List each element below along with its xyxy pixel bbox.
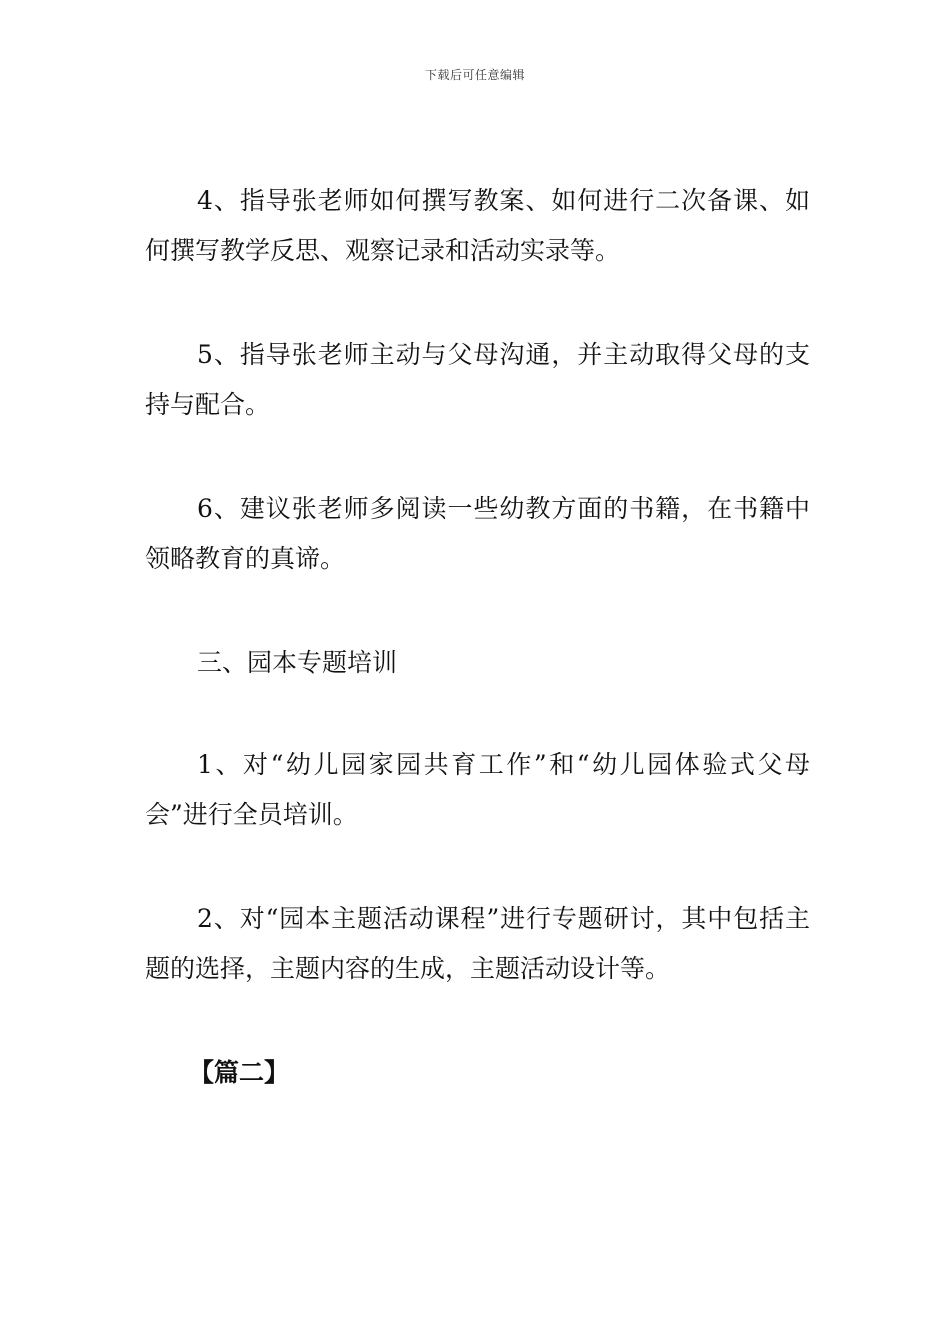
page-header-note: 下载后可任意编辑 — [424, 68, 525, 82]
section-paragraph-1: 1、对“幼儿园家园共育工作”和“幼儿园体验式父母会”进行全员培训。 — [145, 750, 810, 829]
section-paragraph-2: 2、对“园本主题活动课程”进行专题研讨，其中包括主题的选择，主题内容的生成，主题活动设计等。 — [145, 904, 810, 983]
paragraph-item-5: 5、指导张老师主动与父母沟通，并主动取得父母的支持与配合。 — [145, 340, 810, 419]
document-body — [145, 176, 810, 1098]
paragraph-item-6: 6、建议张老师多阅读一些幼教方面的书籍，在书籍中领略教育的真谛。 — [145, 494, 810, 573]
paragraph-item-4: 4、指导张老师如何撰写教案、如何进行二次备课、如何撰写教学反思、观察记录和活动实录等。 — [145, 186, 810, 265]
section-heading: 三、园本专题培训 — [197, 648, 398, 677]
part-label: 【篇二】 — [189, 1058, 290, 1087]
